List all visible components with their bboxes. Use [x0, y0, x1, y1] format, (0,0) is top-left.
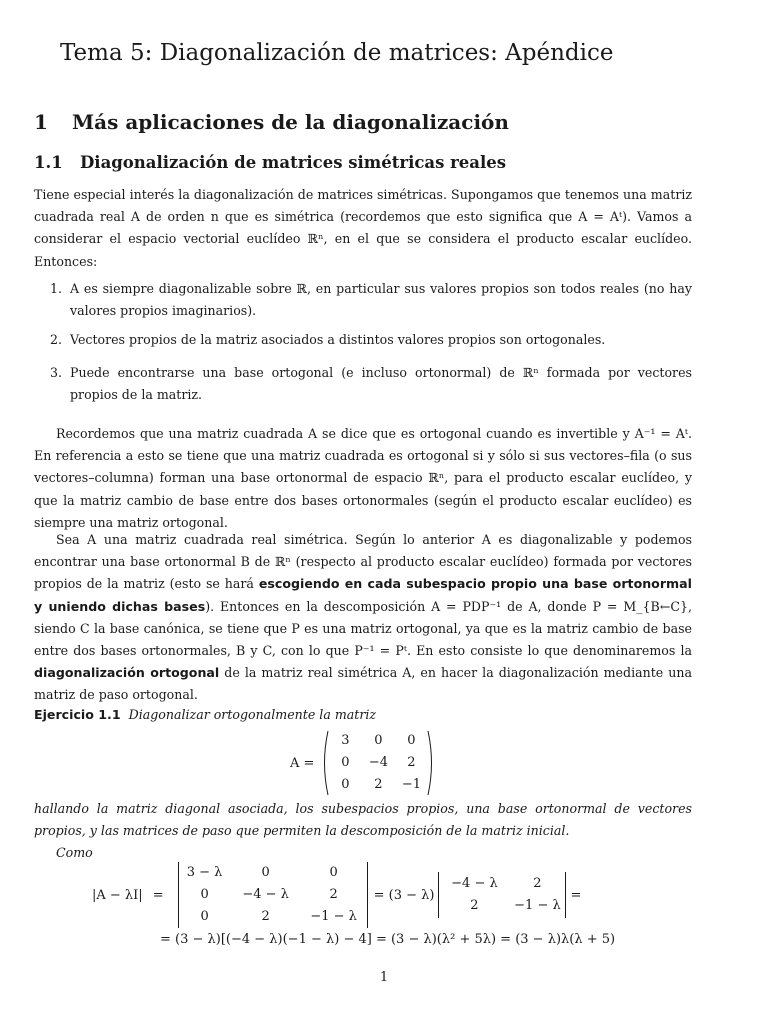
- matrix-cell: 2: [407, 755, 416, 770]
- matrix-grid: [330, 730, 426, 796]
- matrix-cell: −1: [401, 777, 421, 792]
- det-cell: 2: [329, 887, 338, 902]
- det-cell: 0: [329, 865, 338, 880]
- det-cell: 2: [533, 876, 542, 891]
- matrix-a: [290, 730, 436, 796]
- document-title: Tema 5: Diagonalización de matrices: Apéndice: [60, 40, 614, 66]
- matrix-cell: 3: [341, 733, 350, 748]
- symmetric-bold-1: escogiendo en cada subespacio propio una base ortonormal y uniendo dichas bases: [34, 576, 692, 614]
- intro-paragraph: Tiene especial interés la diagonalización de matrices simétricas. Supongamos que tenemos una matriz cuadrada real A de orden n que es simétrica (recordemos que esto significa que A = Aᵗ). Vamos a considerar el espacio vectorial euclídeo ℝⁿ, en el que se considera el producto escalar euclídeo. Entonces:: [34, 187, 692, 269]
- list-item-text: Puede encontrarse una base ortogonal (e incluso ortonormal) de ℝⁿ formada por vectores propios de la matriz.: [70, 365, 692, 403]
- orthogonal-paragraph: Recordemos que una matriz cuadrada A se dice que es ortogonal cuando es invertible y A⁻¹ = Aᵗ. En referencia a esto se tiene que una matriz cuadrada es ortogonal si y sólo si sus vectores–fila (o sus vectores–columna) forman una base ortonormal de espacio ℝⁿ, para el producto escalar euclídeo, y que la matriz cambio de base entre dos bases ortonormales (según el producto escalar euclídeo) es siempre una matriz ortogonal.: [34, 426, 692, 530]
- subsection-title: Diagonalización de matrices simétricas reales: [80, 153, 507, 172]
- list-marker: 2.: [50, 332, 63, 347]
- determinant-3x3: [179, 862, 367, 928]
- matrix-cell: 0: [341, 755, 350, 770]
- matrix-cell: −4: [368, 755, 388, 770]
- det-cell: 0: [200, 909, 209, 924]
- det-cell: −4 − λ: [451, 876, 498, 891]
- section-title: Más aplicaciones de la diagonalización: [72, 110, 509, 134]
- det-cell: 3 − λ: [186, 865, 223, 880]
- subsection-number: 1.1: [34, 153, 63, 172]
- symmetric-text-3: de la matriz real simétrica A, en hacer la diagonalización mediante una matriz de paso ortogonal.: [34, 665, 692, 703]
- symmetric-paragraph: [34, 529, 692, 707]
- det-cell: −1 − λ: [514, 898, 561, 913]
- det-cell: 0: [200, 887, 209, 902]
- list-item-text: A es siempre diagonalizable sobre ℝ, en particular sus valores propios son todos reales (no hay valores propios imaginarios).: [70, 281, 692, 319]
- exercise-continuation: hallando la matriz diagonal asociada, los subespacios propios, una base ortonormal de vectores propios, y las matrices de paso que permiten la descomposición de la matriz inicial.: [34, 801, 692, 839]
- subsection-heading: [34, 153, 506, 172]
- determinant-lhs: |A − λI|: [92, 887, 143, 903]
- matrix-cell: 0: [341, 777, 350, 792]
- det-cell: 2: [261, 909, 270, 924]
- page-number: 1: [379, 970, 389, 985]
- right-paren-icon: [426, 730, 436, 796]
- determinant-result: = (3 − λ)[(−4 − λ)(−1 − λ) − 4] = (3 − λ)(λ² + 5λ) = (3 − λ)λ(λ + 5): [160, 932, 616, 947]
- symmetric-text-1: Sea A una matriz cuadrada real simétrica. Según lo anterior A es diagonalizable y podemos encontrar una base ortonormal B de ℝⁿ (respecto al producto escalar euclídeo) formada por vectores propios de la matriz (esto se hará: [34, 532, 692, 592]
- matrix-name: A =: [290, 755, 315, 771]
- det-cell: −4 − λ: [242, 887, 289, 902]
- det-bar: [367, 862, 368, 928]
- symmetric-bold-2: diagonalización ortogonal: [34, 665, 220, 681]
- determinant-middle: = (3 − λ): [373, 887, 435, 903]
- det-cell: 2: [470, 898, 479, 913]
- exercise-statement-text: Diagonalizar ortogonalmente la matriz: [128, 707, 377, 722]
- determinant-end: =: [570, 887, 582, 903]
- section-number: 1: [34, 110, 48, 134]
- matrix-cell: 0: [407, 733, 416, 748]
- det-cell: −1 − λ: [310, 909, 357, 924]
- matrix-cell: 2: [374, 777, 383, 792]
- exercise-label: Ejercicio 1.1: [34, 707, 121, 722]
- left-paren-icon: [320, 730, 330, 796]
- section-heading: [34, 110, 509, 134]
- determinant-2x2: [439, 873, 565, 917]
- list-item-text: Vectores propios de la matriz asociados a distintos valores propios son ortogonales.: [70, 332, 606, 347]
- matrix-cell: 0: [374, 733, 383, 748]
- exercise-statement: [34, 704, 692, 726]
- list-marker: 3.: [50, 365, 63, 380]
- equals-sign: =: [152, 887, 164, 903]
- symmetric-text-2: ). Entonces en la descomposición A = PDP⁻¹ de A, donde P = M_{B←C}, siendo C la base canónica, se tiene que P es una matriz ortogonal, ya que es la matriz cambio de base entre dos bases ortonormales, B y C, con lo que P⁻¹ = Pᵗ. En esto consiste lo que denominaremos la: [34, 598, 692, 659]
- list-marker: 1.: [50, 281, 63, 296]
- det-cell: 0: [261, 865, 270, 880]
- determinant-line: [92, 862, 581, 928]
- como-text: Como: [56, 845, 93, 860]
